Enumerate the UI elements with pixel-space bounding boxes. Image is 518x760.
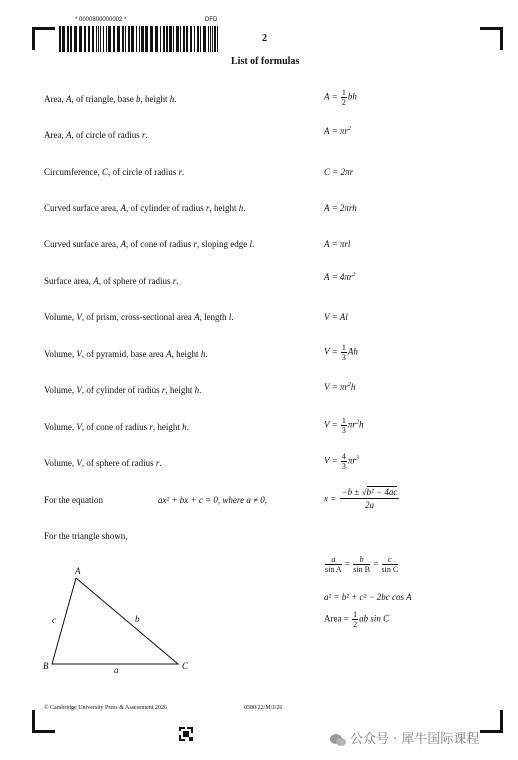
formula-prism-volume: V = Al: [324, 312, 348, 322]
formula-circle-area: $A = \pi r^2$: [324, 126, 351, 136]
footer-copyright: © Cambridge University Press & Assessment 2026: [44, 705, 167, 711]
formula-cone-curved-area: A = πrl: [324, 239, 351, 249]
vertex-b-label: B: [43, 661, 49, 671]
crop-mark-bottom-left: [32, 710, 55, 733]
formula-sphere-volume: V = $\frac{4}{3}$ $\pi r^3$: [324, 452, 359, 471]
formula-description: Volume, V, of cylinder of radius r, height h.: [44, 385, 202, 395]
formula-cylinder-volume: $V = \pi r^2h$: [324, 382, 356, 392]
triangle-shape: [52, 578, 178, 664]
sine-rule: $\frac{a}{\text{sin A}}$ = $\frac{b}{\text{sin B}}$ = $\frac{c}{\text{sin C}}$: [325, 555, 399, 574]
footer-code: 0580/22/M/J/26: [244, 705, 283, 711]
triangle-diagram: [40, 564, 200, 676]
formula-cylinder-curved-area: A = 2πrh: [324, 203, 357, 213]
cosine-rule: a² = b² + c² − 2bc cos A: [324, 592, 412, 602]
formula-description: Area, A, of circle of radius r.: [44, 130, 148, 140]
quadratic-formula: x = $\frac{\text{−b ± √b² − 4ac}}{2a}$: [324, 487, 398, 510]
wechat-icon: [330, 733, 346, 747]
vertex-a-label: A: [75, 566, 81, 576]
formula-description: Volume, V, of sphere of radius r.: [44, 458, 162, 468]
side-c-label: c: [52, 615, 56, 625]
quadratic-label: For the equation: [44, 495, 103, 505]
triangle-area-formula: Area = $\frac{1}{2}$ ab sin C: [324, 610, 390, 629]
watermark: [330, 728, 479, 747]
formula-description: Volume, V, of prism, cross-sectional area A, length l.: [44, 312, 234, 322]
formula-cone-volume: V = $\frac{1}{3}$ $\pi r^2h$: [324, 416, 364, 435]
page-number: 2: [262, 33, 267, 44]
formula-description: Curved surface area, A, of cylinder of radius r, height h.: [44, 203, 246, 213]
crop-mark-bottom-right: [480, 710, 503, 733]
formula-triangle-area: A = $\frac{1}{2}$ bh: [324, 88, 357, 107]
formula-description: Circumference, C, of circle of radius r.: [44, 167, 185, 177]
formula-description: Volume, V, of cone of radius r, height h.: [44, 422, 189, 432]
formula-sphere-area: $A = 4\pi r^2$: [324, 272, 356, 282]
formula-circumference: C = 2πr: [324, 167, 354, 177]
watermark-text: 公众号 · 犀牛国际课程: [350, 732, 480, 747]
barcode-id: * 0000800000002 *: [75, 17, 127, 23]
barcode-image: [59, 26, 221, 52]
barcode-code: DFD: [205, 17, 218, 23]
crop-mark-top-left: [32, 27, 55, 50]
page-title: List of formulas: [231, 56, 300, 67]
side-b-label: b: [135, 614, 140, 624]
formula-description: Volume, V, of pyramid, base area A, height h.: [44, 349, 208, 359]
formula-description: Curved surface area, A, of cone of radius r, sloping edge l.: [44, 239, 255, 249]
formula-description: Area, A, of triangle, base b, height h.: [44, 94, 177, 104]
quadratic-equation: ax² + bx + c = 0, where a ≠ 0,: [158, 495, 268, 505]
vertex-c-label: C: [182, 661, 189, 671]
side-a-label: a: [114, 665, 119, 675]
formula-pyramid-volume: V = $\frac{1}{3}$ Ah: [324, 343, 358, 362]
triangle-label: For the triangle shown,: [44, 531, 128, 541]
formula-description: Surface area, A, of sphere of radius r.: [44, 276, 179, 286]
crop-mark-top-right: [480, 27, 503, 50]
qr-code-icon: [179, 727, 193, 741]
